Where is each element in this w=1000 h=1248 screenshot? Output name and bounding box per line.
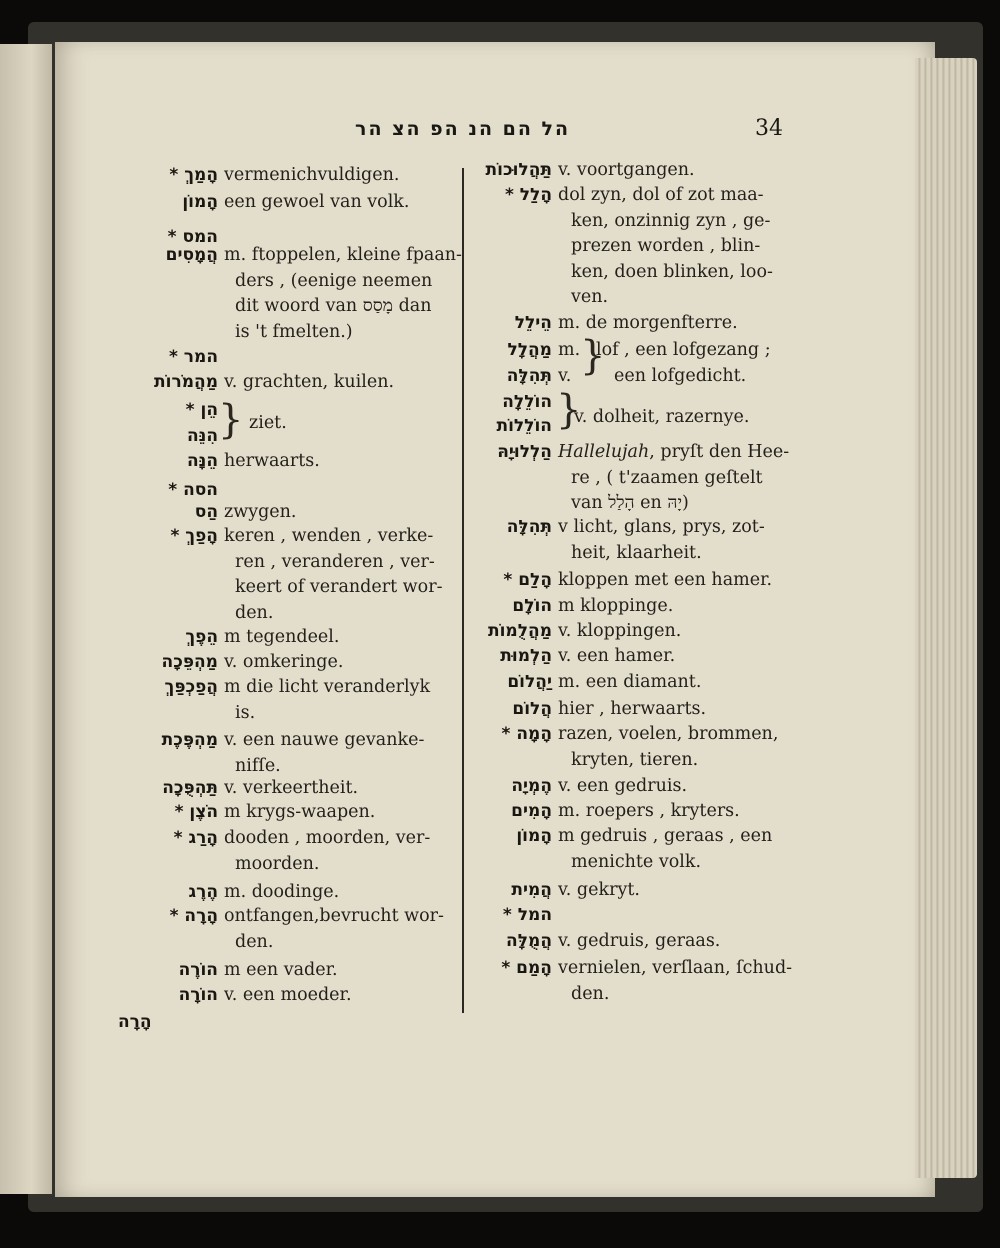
hebrew-headword: הוֹלֵלוֹת [496,416,552,436]
dutch-gloss-line: v. een nauwe gevanke- [224,730,425,750]
dutch-gloss-line: keren , wenden , verke- [224,526,434,546]
hebrew-headword: הֲפַכְפַּךְ [164,677,218,697]
brace-icon: } [556,387,582,433]
hebrew-headword: מַהֲלֻמוֹת [487,621,552,641]
dutch-gloss-line: moorden. [235,853,320,874]
hebrew-headword: הֹצֶן * [174,802,218,822]
hebrew-headword: הוֹלָם [512,596,552,616]
book-page [55,42,935,1197]
dutch-gloss-line: den. [235,602,274,623]
brace-text-line: een lofgedicht. [614,366,747,386]
dutch-gloss-line: heit, klaarheit. [571,542,702,563]
hebrew-headword: הָמִים [511,801,552,821]
dutch-gloss-line: m gedruis , geraas , een [558,826,773,846]
dutch-gloss-line: ders , (eenige neemen [235,270,433,291]
dutch-gloss-line: v. een hamer. [558,646,676,666]
dutch-gloss-line: m. roepers , kryters. [558,801,740,821]
hebrew-headword: המר * [168,347,218,367]
dutch-gloss-line: keert of verandert wor- [235,577,443,597]
dutch-gloss-line: m kloppinge. [558,596,674,616]
hebrew-headword: הָלַל * [504,185,552,205]
hebrew-headword: הַלְמוּת [500,646,552,666]
dutch-gloss-line: vernielen, verſlaan, ſchud- [558,958,793,978]
dutch-gloss-line: nifſe. [235,755,281,776]
hebrew-headword: הוֹרָה [178,985,218,1005]
italic-term: Hallelujah [558,442,650,462]
dutch-gloss-line: hier , herwaarts. [558,699,707,719]
dutch-gloss-line: kryten, tieren. [571,749,699,770]
page-number: 34 [755,116,783,141]
hebrew-headword: הָמוֹן [516,826,552,846]
left-page-edge [0,44,52,1194]
dutch-gloss-line: v. [558,366,572,386]
hebrew-headword: תַּהְפֻּכָה [162,778,218,798]
dutch-gloss-line: den. [571,983,610,1004]
dutch-gloss-line: v. gedruis, geraas. [558,931,721,951]
hebrew-headword: הָמַךְ * [169,165,218,185]
hebrew-headword: יַהֲלוֹם [507,672,552,692]
dutch-gloss-line: ren , veranderen , ver- [235,551,435,572]
dutch-gloss-line: m tegendeel. [224,627,340,647]
hebrew-headword: הוֹרֶה [178,960,218,980]
hebrew-headword: הָמַם * [501,958,552,978]
hebrew-headword: הֲמִית [511,880,552,900]
dutch-gloss-line: is. [235,702,256,723]
dutch-gloss-line: van הָלַל en יָהּ) [571,493,689,513]
hebrew-headword: הָמָה * [501,724,552,744]
hebrew-headword: הֵילֵל [514,313,552,333]
hebrew-headword: מַהֲמֹרוֹת [154,372,218,392]
hebrew-headword: מַהֲלָל [507,340,552,360]
hebrew-headword: המס * [167,227,218,247]
hebrew-headword: הָפַךְ * [170,526,218,546]
dutch-gloss-line: v. een gedruis. [558,776,688,796]
dutch-gloss-line: m. een diamant. [558,672,702,692]
column-divider [462,168,464,1013]
dutch-gloss-line: dooden , moorden, ver- [224,828,431,848]
dutch-gloss-line: v. voortgangen. [558,160,695,180]
dutch-gloss-line: ken, doen blinken, loo- [571,261,773,282]
hebrew-headword: הֵן * [185,400,218,420]
hebrew-headword: מַהְפֶּכֶת [161,730,218,750]
hebrew-headword: הָרָה * [169,906,218,926]
hebrew-headword: הַס [194,502,218,522]
dutch-gloss-line: razen, voelen, brommen, [558,724,779,744]
hebrew-headword: הֲמֻלָּה [506,931,552,951]
hebrew-headword: הֲמָסִים [165,245,218,265]
dutch-gloss-line: ontfangen,bevrucht wor- [224,906,444,926]
brace-icon: } [218,397,244,443]
catchword: הָרָה [118,1012,152,1032]
dutch-gloss-line: v. kloppingen. [558,621,682,641]
dutch-gloss-line: v. verkeertheit. [224,778,359,798]
dutch-gloss-line: een gewoel van volk. [224,192,410,212]
dutch-gloss-line: m. doodinge. [224,882,340,902]
dutch-gloss-line: m krygs-waapen. [224,802,376,822]
dutch-gloss-line: ven. [571,287,609,307]
dutch-gloss-line: m. ftoppelen, kleine fpaan- [224,245,462,265]
hebrew-headword: הֵפֶךְ [185,627,218,647]
dutch-gloss-line: prezen worden , blin- [571,236,761,256]
running-header: הל הם הנ הפ הצ הר [355,118,571,140]
dutch-gloss-line: m. [558,340,581,360]
dutch-gloss-line: herwaarts. [224,451,320,471]
dutch-gloss-line: zwygen. [224,502,297,522]
dutch-gloss-line: Hallelujah, pryſt den Hee- [558,442,790,462]
hebrew-headword: הָרַג * [173,828,218,848]
dutch-gloss-line: v. grachten, kuilen. [224,372,395,392]
dutch-gloss-line: kloppen met een hamer. [558,570,773,590]
dutch-gloss-line: re , ( t'zaamen geſtelt [571,467,763,488]
dutch-gloss-line: dit woord van מָסַס dan [235,296,432,316]
hebrew-headword: הֶמְיָה [511,776,552,796]
hebrew-headword: תְּהִלָּה [506,366,552,386]
brace-text-line: lof , een lofgezang ; [596,340,771,360]
dutch-gloss-line: den. [235,931,274,952]
hebrew-headword: הֲלוֹם [512,699,552,719]
hebrew-headword: הָמוֹן [182,192,218,212]
dutch-gloss-line: m een vader. [224,960,338,980]
dutch-gloss-line: v. gekryt. [558,880,640,900]
dutch-gloss-line: v. een moeder. [224,985,352,1005]
dutch-gloss-line: vermenichvuldigen. [224,165,400,185]
dutch-gloss-line: is 't fmelten.) [235,321,353,342]
hebrew-headword: הסה * [168,480,218,500]
dutch-gloss-line: v. omkeringe. [224,652,344,672]
hebrew-headword: המל * [502,905,552,925]
hebrew-headword: תְּהִלָּה [506,517,552,537]
dutch-gloss-line: dol zyn, dol of zot maa- [558,185,764,205]
hebrew-headword: הִנֵּה [186,426,218,446]
hebrew-headword: הָלַם * [503,570,552,590]
dutch-gloss-line: v licht, glans, prys, zot- [558,517,765,537]
brace-label: ziet. [249,413,287,433]
hebrew-headword: הֶרֶג [188,882,218,902]
dutch-gloss-line: m die licht veranderlyk [224,677,431,697]
dutch-gloss-line: m. de morgenfterre. [558,313,738,333]
hebrew-headword: תַּהֲלוּכוֹת [485,160,552,180]
brace-icon: } [580,333,606,379]
brace-text-line: v. dolheit, razernye. [574,407,750,427]
dutch-gloss-line: ken, onzinnig zyn , ge- [571,210,771,231]
hebrew-headword: הַלְלוּיָהּ [497,442,552,462]
dutch-gloss-line: menichte volk. [571,851,702,872]
hebrew-headword: הֵנָּה [186,451,218,471]
page-stack-edges [915,58,977,1178]
hebrew-headword: הוֹלֵלָה [502,392,552,412]
hebrew-headword: מַהְפֵּכָה [161,652,218,672]
